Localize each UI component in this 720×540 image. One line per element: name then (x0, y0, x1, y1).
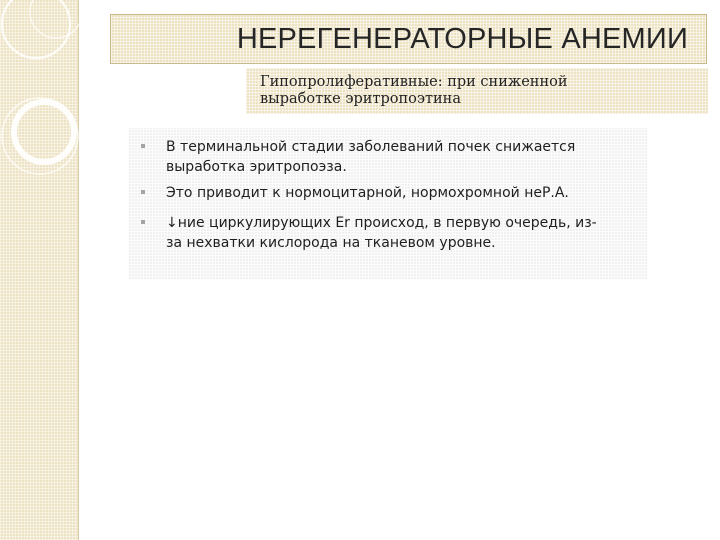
square-bullet-icon (141, 190, 145, 194)
subtitle-line: Гипопролиферативные: при сниженной (260, 74, 568, 90)
bullet-line: ↓ние циркулирующих Er происход, в первую очередь, из- (166, 215, 597, 231)
bullet-text (166, 213, 641, 253)
slide-title: НЕРЕГЕНЕРАТОРНЫЕ АНЕМИИ (236, 23, 688, 55)
square-bullet-icon (141, 144, 145, 148)
bullet-line: выработка эритропоэза. (166, 159, 347, 175)
subtitle-line: выработке эритропоэтина (260, 91, 461, 107)
bullet-line: В терминальной стадии заболеваний почек снижается (166, 139, 576, 155)
subtitle-box (246, 68, 708, 114)
bullet-text (166, 183, 641, 203)
title-bar (110, 14, 707, 64)
square-bullet-icon (141, 220, 145, 224)
bullet-list (128, 128, 648, 280)
bullet-line: Это приводит к нормоцитарной, нормохромной неР.А. (166, 185, 569, 201)
decorative-circles-graphic (0, 0, 110, 220)
bullet-line: за нехватки кислорода на тканевом уровне. (166, 235, 496, 251)
bullet-text (166, 137, 641, 177)
